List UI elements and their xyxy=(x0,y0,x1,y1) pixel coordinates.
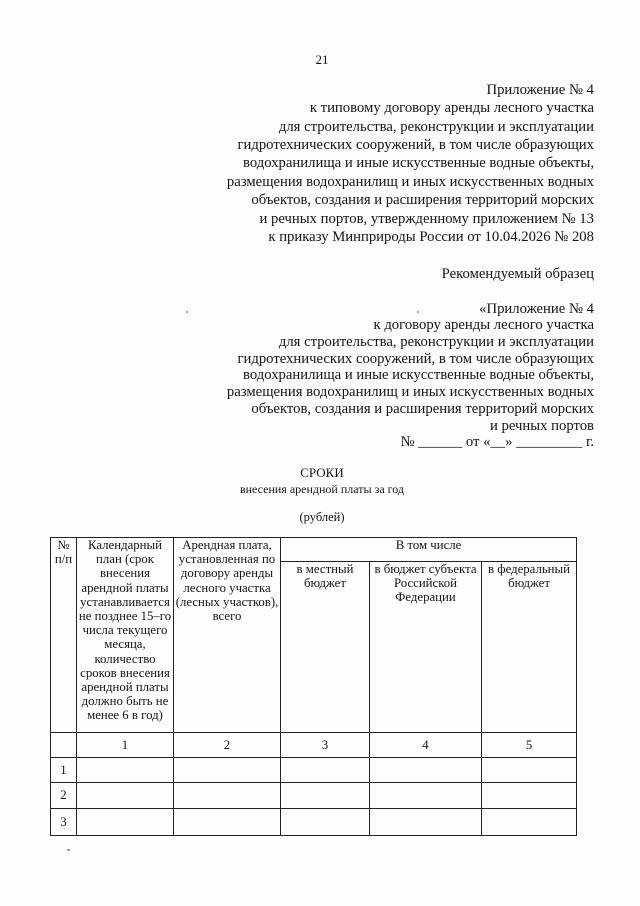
sample-line-8: и речных портов xyxy=(489,417,594,434)
appendix-line-7: объектов, создания и расширения территорий морских xyxy=(251,192,594,209)
appendix-header xyxy=(164,81,594,247)
column-number: 3 xyxy=(281,733,370,758)
appendix-line-4: гидротехнических сооружений, в том числе образующих xyxy=(237,137,594,154)
sample-line-1: «Приложение № 4 xyxy=(479,300,594,317)
row-number: 2 xyxy=(51,783,77,809)
column-number: 1 xyxy=(77,733,174,758)
appendix-line-3: для строительства, реконструкции и эксплуатации xyxy=(278,118,594,135)
table-cell-empty xyxy=(370,809,482,836)
header-number: № п/п xyxy=(51,538,77,733)
table-row xyxy=(51,809,577,836)
column-number: 2 xyxy=(174,733,281,758)
sample-line-6: размещения водохранилищ и иных искусственных водных xyxy=(226,384,594,401)
sample-contract-number-line: № ______ от «__» _________ г. xyxy=(400,434,594,451)
table-title: СРОКИ xyxy=(300,465,344,480)
scan-speck xyxy=(417,311,419,313)
sample-line-3: для строительства, реконструкции и эксплуатации xyxy=(278,334,594,350)
header-regional-budget: в бюджет субъекта Российской Федерации xyxy=(370,562,482,733)
table-cell-empty xyxy=(281,783,370,809)
sample-line-4: гидротехнических сооружений, в том числе образующих xyxy=(237,350,594,367)
table-cell-empty xyxy=(77,758,174,783)
table-unit: (рублей) xyxy=(299,510,345,524)
header-local-budget: в местный бюджет xyxy=(281,562,370,733)
header-federal-budget: в федеральный бюджет xyxy=(482,562,577,733)
page-number: 21 xyxy=(315,52,329,67)
table-cell-empty xyxy=(482,783,577,809)
sample-line-2: к договору аренды лесного участка xyxy=(373,317,594,334)
scan-speck xyxy=(67,849,70,851)
header-including: В том числе xyxy=(281,538,577,562)
appendix-line-8: и речных портов, утвержденному приложением № 13 xyxy=(259,210,594,227)
column-number: 4 xyxy=(370,733,482,758)
table-subtitle: внесения арендной платы за год xyxy=(239,482,405,496)
appendix-line-6: размещения водохранилищ и иных искусственных водных xyxy=(226,173,594,190)
header-schedule: Календарный план (срок внесения арендной платы устанавливается не позднее 15–го числа текущего месяца, количество сроков внесения арендной платы должно быть не менее 6 в год) xyxy=(77,538,174,733)
table-row xyxy=(51,783,577,809)
table-cell-empty xyxy=(174,809,281,836)
table-cell-empty xyxy=(281,758,370,783)
table-cell-empty xyxy=(77,809,174,836)
sample-line-7: объектов, создания и расширения территорий морских xyxy=(251,400,594,417)
table-row xyxy=(51,758,577,783)
row-number: 3 xyxy=(51,809,77,836)
table-cell-empty xyxy=(482,758,577,783)
appendix-line-9: к приказу Минприроды России от 10.04.2026 № 208 xyxy=(268,229,594,246)
appendix-line-2: к типовому договору аренды лесного участка xyxy=(309,100,594,117)
table-cell-empty xyxy=(174,783,281,809)
appendix-line-5: водохранилища и иные искусственные водные объекты, xyxy=(243,155,594,172)
table-cell-empty xyxy=(174,758,281,783)
sample-label: Рекомендуемый образец xyxy=(441,266,594,282)
sample-appendix-header xyxy=(164,301,594,451)
header-total-rent: Арендная плата, установленная по договору аренды лесного участка (лесных участков), всего xyxy=(174,538,281,733)
table-cell-empty xyxy=(51,733,77,758)
column-number: 5 xyxy=(482,733,577,758)
table-cell-empty xyxy=(482,809,577,836)
table-cell-empty xyxy=(77,783,174,809)
table-cell-empty xyxy=(370,783,482,809)
payment-schedule-table xyxy=(50,537,577,836)
row-number: 1 xyxy=(51,758,77,783)
table-header-row xyxy=(51,538,577,562)
column-number-row xyxy=(51,733,577,758)
appendix-line-1: Приложение № 4 xyxy=(486,81,594,98)
table-cell-empty xyxy=(281,809,370,836)
table-cell-empty xyxy=(370,758,482,783)
sample-line-5: водохранилища и иные искусственные водные объекты, xyxy=(243,367,594,384)
scan-speck xyxy=(186,311,188,313)
